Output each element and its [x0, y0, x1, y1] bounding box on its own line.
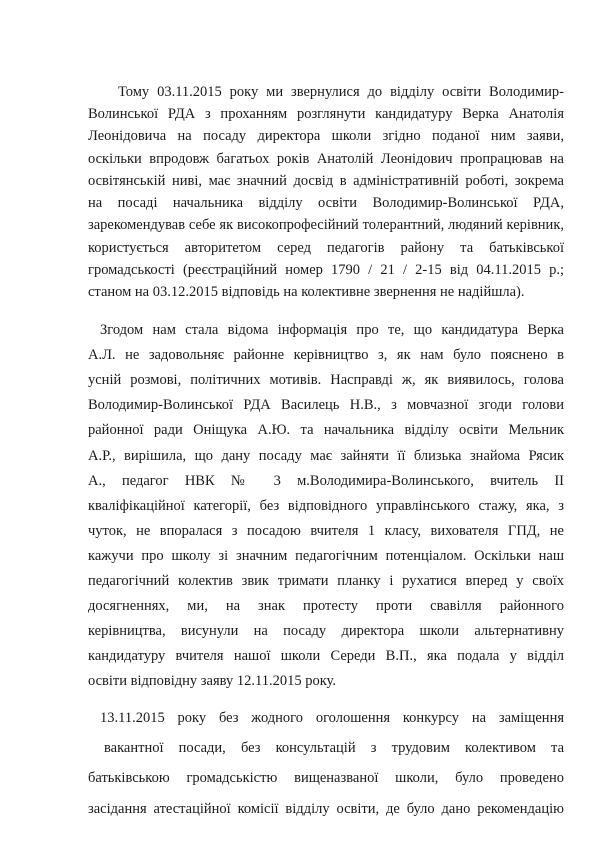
text-line: на посаді начальника відділу освіти Володимир-Волинської РДА, — [88, 195, 564, 211]
text-line: педагогічний колектив звик тримати планку і рухатися вперед у своїх — [88, 573, 564, 589]
text-line: Згодом нам стала відома інформація про те, що кандидатура Верка — [100, 322, 564, 338]
text-line: батьківською громадськістю вищеназваної школи, було проведено — [88, 770, 564, 786]
text-line: кандидатуру вчителя нашої школи Середи В.П., яка подала у відділ — [88, 648, 564, 664]
text-line: Волинської РДА з проханням розглянути кандидатуру Верка Анатолія — [88, 106, 564, 122]
text-line: оскільки впродовж багатьох років Анатолій Леонідович пропрацював на — [88, 151, 564, 167]
text-line: кваліфікаційної категорії, без відповідного управлінського стажу, яка, з — [88, 498, 564, 514]
text-line: А.Р., вирішила, що дану посаду має зайняти її близька знайома Рясик — [88, 448, 564, 464]
text-line: громадськості (реєстраційний номер 1790 / 21 / 2-15 від 04.11.2015 р.; — [88, 262, 564, 278]
text-line: освіти відповідну заяву 12.11.2015 року. — [88, 673, 336, 689]
text-line: вакантної посади, без консультацій з трудовим колективом та — [104, 740, 564, 756]
text-line: користується авторитетом серед педагогів району та батьківської — [88, 240, 564, 256]
text-line: Тому 03.11.2015 року ми звернулися до відділу освіти Володимир- — [118, 84, 564, 100]
text-line: усній розмові, політичних мотивів. Насправді ж, як виявилось, голова — [88, 372, 564, 388]
text-line: А.Л. не задовольняє районне керівництво з, як нам було пояснено в — [88, 347, 564, 363]
text-line: чуток, не впоралася з посадою вчителя 1 класу, вихователя ГПД, не — [88, 523, 564, 539]
text-line: засідання атестаційної комісії відділу освіти, де було дано рекомендацію — [88, 801, 564, 817]
text-line: А., педагог НВК № 3 м.Володимира-Волинського, вчитель ІІ — [88, 473, 564, 489]
text-line: районної ради Оніщука А.Ю. та начальника відділу освіти Мельник — [88, 422, 564, 438]
text-line: освітянській ниві, має значний досвід в адміністративній роботі, зокрема — [88, 173, 564, 189]
text-line: керівництва, висунули на посаду директора школи альтернативну — [88, 623, 564, 639]
text-line: Володимир-Волинської РДА Василець Н.В., з мовчазної згоди голови — [88, 397, 564, 413]
text-line: досягненнях, ми, на знак протесту проти свавілля районного — [88, 598, 564, 614]
text-line: кажучи про школу зі значним педагогічним потенціалом. Оскільки наш — [88, 548, 564, 564]
text-line: станом на 03.12.2015 відповідь на колективне звернення не надійшла). — [88, 284, 525, 300]
text-line: Леонідовича на посаду директора школи згідно поданої ним заяви, — [88, 128, 564, 144]
text-line: 13.11.2015 року без жодного оголошення конкурсу на заміщення — [100, 710, 564, 726]
text-line: зарекомендував себе як високопрофесійний толерантний, людяний керівник, — [88, 217, 564, 233]
